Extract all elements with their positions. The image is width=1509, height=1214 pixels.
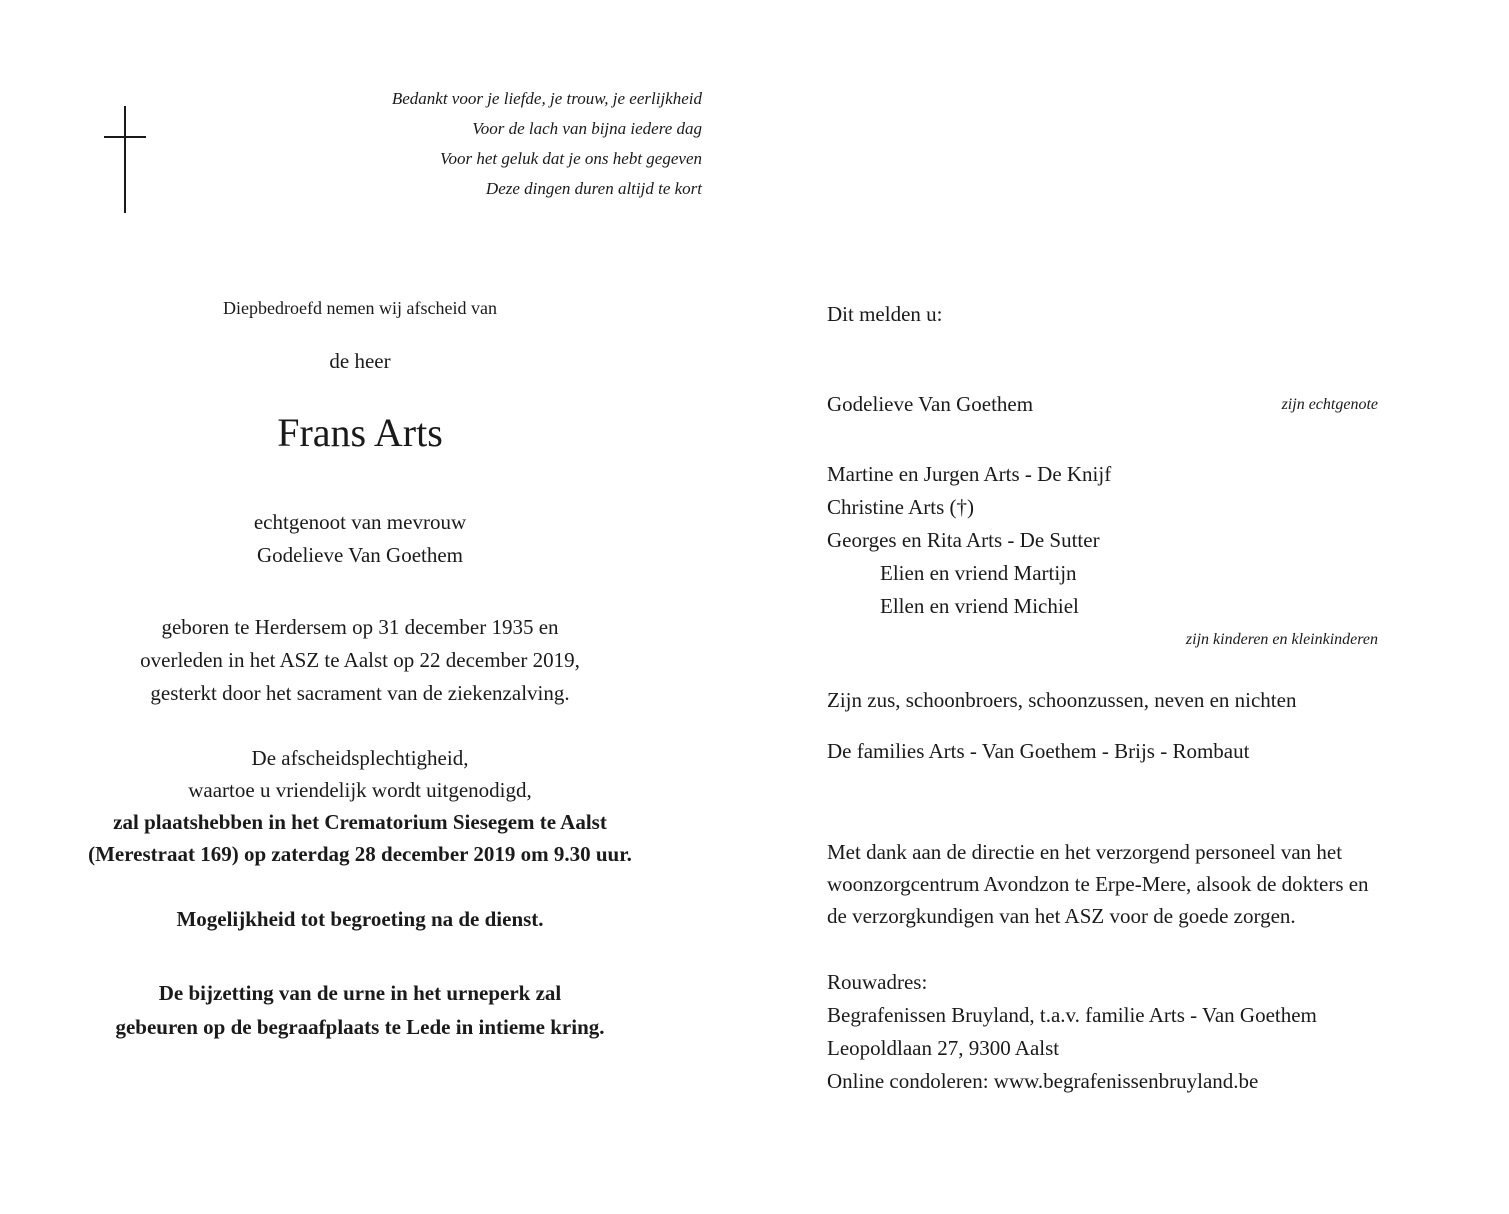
sacrament-line: gesterkt door het sacrament van de ziekenzalving.: [150, 681, 570, 705]
death-line: overleden in het ASZ te Aalst op 22 december 2019,: [140, 648, 580, 672]
address-block: [827, 966, 1427, 1098]
poem-line: Bedankt voor je liefde, je trouw, je eerlijkheid: [391, 89, 702, 108]
spouse-name: Godelieve Van Goethem: [256, 543, 464, 567]
address-heading: Rouwadres:: [827, 970, 928, 994]
thanks-line: de verzorgkundigen van het ASZ voor de goede zorgen.: [827, 904, 1296, 928]
burial-block: [60, 976, 660, 1044]
burial-line: gebeuren op de begraafplaats te Lede in intieme kring.: [115, 1015, 605, 1039]
spouse-line: echtgenoot van mevrouw: [253, 510, 467, 534]
announcement-heading: Dit melden u:: [827, 302, 943, 326]
relatives-text: Zijn zus, schoonbroers, schoonzussen, neven en nichten: [827, 688, 1297, 712]
grandchild-item: Ellen en vriend Michiel: [880, 594, 1079, 618]
ceremony-datetime: (Merestraat 169) op zaterdag 28 december 2019 om 9.30 uur.: [88, 842, 632, 866]
ceremony-line: waartoe u vriendelijk wordt uitgenodigd,: [188, 778, 532, 802]
child-item: Georges en Rita Arts - De Sutter: [827, 528, 1100, 552]
families-text: De families Arts - Van Goethem - Brijs - Rombaut: [827, 739, 1250, 763]
ceremony-line: De afscheidsplechtigheid,: [251, 746, 469, 770]
spouse-name-right: Godelieve Van Goethem: [827, 392, 1034, 416]
spouse-label: zijn echtgenote: [1281, 396, 1378, 413]
poem-line: Voor het geluk dat je ons hebt gegeven: [439, 149, 702, 168]
deceased-name: Frans Arts: [277, 410, 443, 455]
ceremony-block: [60, 742, 660, 870]
poem-line: Deze dingen duren altijd te kort: [485, 179, 702, 198]
burial-line: De bijzetting van de urne in het urneperk zal: [158, 981, 562, 1005]
grandchild-item: Elien en vriend Martijn: [880, 561, 1077, 585]
address-line: Begrafenissen Bruyland, t.a.v. familie Arts - Van Goethem: [827, 1003, 1317, 1027]
child-item: Martine en Jurgen Arts - De Knijf: [827, 462, 1112, 486]
condolence-link: Online condoleren: www.begrafenissenbruyland.be: [827, 1069, 1259, 1093]
birth-block: [60, 611, 660, 710]
poem-line: Voor de lach van bijna iedere dag: [472, 119, 702, 138]
child-item: Christine Arts (†): [827, 495, 974, 519]
children-label: zijn kinderen en kleinkinderen: [1185, 631, 1378, 648]
greeting-text: Mogelijkheid tot begroeting na de dienst.: [176, 907, 544, 931]
title-text: de heer: [329, 349, 391, 373]
thanks-line: Met dank aan de directie en het verzorgend personeel van het: [827, 840, 1343, 864]
cross-icon-bar: [104, 136, 146, 138]
spouse-block: [60, 506, 660, 572]
birth-line: geboren te Herdersem op 31 december 1935 en: [161, 615, 559, 639]
ceremony-location: zal plaatshebben in het Crematorium Siesegem te Aalst: [113, 810, 607, 834]
thanks-line: woonzorgcentrum Avondzon te Erpe-Mere, alsook de dokters en: [827, 872, 1369, 896]
poem: [300, 84, 702, 204]
address-line: Leopoldlaan 27, 9300 Aalst: [827, 1036, 1060, 1060]
children-list: [827, 458, 1427, 623]
cross-icon: [124, 106, 126, 213]
intro-text: Diepbedroefd nemen wij afscheid van: [223, 298, 497, 318]
thanks-block: [827, 836, 1427, 932]
